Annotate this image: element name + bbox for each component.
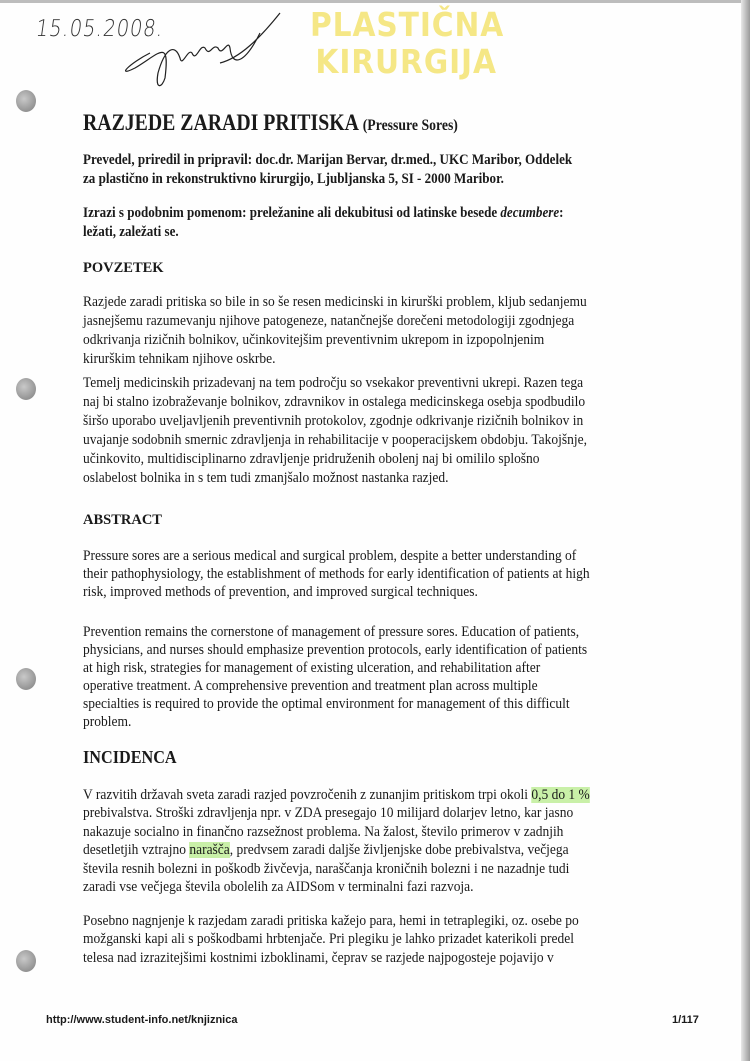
handwritten-date: 15.05.2008. [34,16,166,42]
text-line [83,431,587,450]
line-text: Temelj medicinskih prizadevanj na tem področju so vsekakor preventivni ukrepi. Razen tega [83,375,584,391]
text-line [83,912,579,930]
line-text: risk, improved methods of prevention, and improved surgical techniques. [83,584,478,600]
line-text: učinkovito, multidisciplinarno zdravljenje pridruženih obolenj naj bi omililo splošno [83,451,540,467]
text-line [83,312,587,331]
text-line [83,677,587,695]
punch-hole [16,668,36,690]
heading-povzetek: POVZETEK [83,260,164,276]
text-line [83,374,587,393]
scan-edge-top [0,0,750,3]
text-line [83,930,579,948]
line-text: zaradi vse večjega števila obolelih za AIDSom v terminalni fazi razvoja. [83,878,474,895]
department-stamp [310,6,504,80]
line-text: kirurškim tehnikam njihove oskrbe. [83,351,276,367]
synonyms-text: : [559,205,564,221]
footer-url[interactable]: http://www.student-info.net/knjiznica [46,1014,238,1026]
highlighted-text: 0,5 do 1 % [531,787,590,803]
text-line [83,412,587,431]
line-text: prebivalstva. Stroški zdravljenja npr. v ZDA presegajo 10 milijard dolarjev letno, kar jasno [83,805,574,822]
text-line [83,841,590,859]
line-text: oslabelost bolnika in s tem tudi zmanjšalo možnost nastanka razjed. [83,470,449,486]
title-subtitle: (Pressure Sores) [362,117,458,134]
line-text: desetletjih vztrajno [83,842,190,859]
heading-abstract: ABSTRACT [83,512,162,528]
text-line [83,293,587,312]
line-text: naj bi stalno izobraževanje bolnikov, zdravnikov in ostalega medicinskega osebja spodbudilo [83,394,586,410]
text-line [83,713,587,731]
stamp-line: KIRURGIJA [315,42,497,81]
signature [110,8,310,93]
author-line: Prevedel, priredil in pripravil: doc.dr. Marijan Bervar, dr.med., UKC Maribor, Oddelek [83,152,573,168]
line-text: specialties is required to provide the optimal environment for management of this difficult [83,696,570,712]
line-text: , predvsem zaradi daljše življenjske dobe prebivalstva, večjega [229,842,569,859]
heading-incidenca: INCIDENCA [83,747,177,767]
text-line [83,393,587,412]
line-text: operative treatment. A comprehensive prevention and treatment plan across multiple [83,678,538,694]
line-text: možganski kapi ali s poškodbami hrbtenjače. Pri plegiku je lahko prizadet katerikoli predel [83,931,574,948]
povzetek-paragraph [83,293,587,369]
punch-hole [16,378,36,400]
stamp-line: PLASTIČNA [310,5,505,44]
text-line [83,695,587,713]
scan-edge-right [741,0,750,1061]
line-text: Razjede zaradi pritiska so bile in so še resen medicinski in kirurški problem, kljub sedanjemu [83,294,587,310]
synonyms-line [83,204,563,223]
text-line [83,331,587,350]
synonyms [83,204,563,242]
text-line [83,659,587,677]
text-line [83,547,590,565]
text-line [83,949,579,967]
highlighted-text: narašča [189,842,230,859]
synonyms-text: Izrazi s podobnim pomenom: preležanine ali dekubitusi od latinske besede [83,205,501,221]
line-text: širšo uporabo uveljavljenih preventivnih protokolov, zgodnje odkrivanje rizičnih bolnikov in [83,413,584,429]
line-text: odkrivanja rizičnih bolnikov, učinkovitejšim preventivnim ukrepom in izpopolnjenim [83,332,545,348]
text-line [83,583,590,601]
text-line [83,623,587,641]
text-line [83,641,587,659]
text-line [83,786,590,804]
povzetek-paragraph [83,374,587,488]
line-text: telesa nad izrazitejšimi kostnimi izboklinami, čeprav se razjede najpogosteje pojavijo v [83,949,554,966]
title-main: RAZJEDE ZARADI PRITISKA [83,110,358,135]
line-text: their pathophysiology, the establishment of methods for early identification of patients at high [83,566,590,582]
text-line [83,565,590,583]
line-text: at high risk, strategies for management of existing ulceration, and rehabilitation after [83,660,541,676]
page-title [83,110,458,136]
line-text: physicians, and nurses should emphasize prevention protocols, early identification of patients [83,642,588,658]
latin-term: decumbere [500,205,560,221]
synonyms-line: ležati, zaležati se. [83,224,179,240]
line-text: jasnejšemu razumevanju njihove patogeneze, natančnejše dorečeni metodologiji zgodnjega [83,313,575,329]
line-text: števila resnih bolezni in poškodb živčevja, naraščanja kroničnih bolezni i ne nazadnje tudi [83,860,570,877]
text-line [83,823,590,841]
line-text: Pressure sores are a serious medical and surgical problem, despite a better understanding of [83,548,577,564]
text-line [83,469,587,488]
author-line: za plastično in rekonstruktivno kirurgijo, Ljubljanska 5, SI - 2000 Maribor. [83,171,504,187]
incidenca-paragraph [83,786,590,896]
line-text: Prevention remains the cornerstone of management of pressure sores. Education of patients, [83,624,580,640]
line-text: Posebno nagnjenje k razjedam zaradi pritiska kažejo para, hemi in tetraplegiki, oz. osebe po [83,913,579,929]
author-info [83,151,572,189]
text-line [83,860,590,878]
line-text: problem. [83,714,132,730]
text-line [83,450,587,469]
text-line [83,350,587,369]
punch-hole [16,950,36,972]
line-text: uvajanje sodobnih smernic zdravljenja in rehabilitacije v pooperacijskem obdobju. Takojšnje, [83,432,587,448]
text-line [83,878,590,896]
abstract-paragraph [83,623,587,731]
page-number: 1/117 [672,1014,699,1026]
line-text: V razvitih državah sveta zaradi razjed povzročenih z zunanjim pritiskom trpi okoli [83,787,532,803]
line-text: nakazuje socialno in finančno razsežnost problema. Na žalost, število primerov v zadnjih [83,823,564,840]
punch-hole [16,90,36,112]
abstract-paragraph [83,547,590,601]
incidenca-paragraph [83,912,579,967]
text-line [83,804,590,822]
